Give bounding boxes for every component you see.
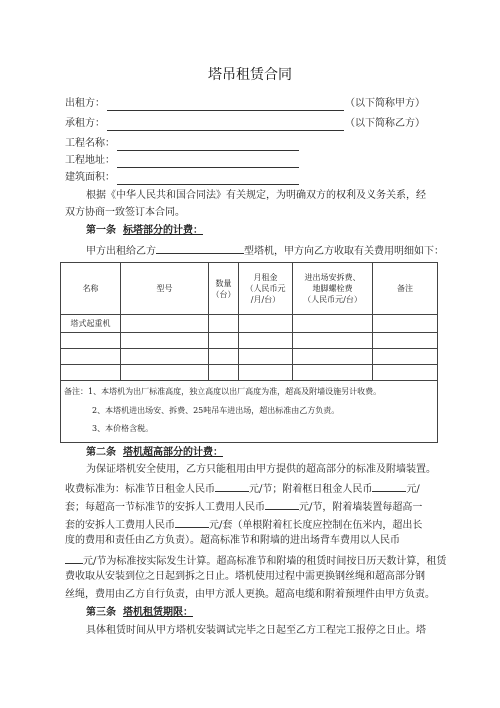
article-2-line-7: 费收取从安装到位之日起到拆之日止。塔机使用过程中需更换钢丝绳和超高部分钢	[65, 571, 425, 582]
section-daily-rent-blank[interactable]	[215, 480, 249, 492]
transport-fee-blank[interactable]	[65, 552, 83, 564]
table-cell[interactable]	[209, 315, 239, 333]
table-cell[interactable]	[373, 333, 438, 349]
lessee-suffix: （以下简称乙方）	[345, 118, 425, 129]
article-1-number: 第一条	[86, 225, 116, 236]
table-cell[interactable]	[61, 365, 121, 381]
building-area-label: 建筑面积：	[65, 172, 115, 183]
wall-install-fee-blank[interactable]	[175, 516, 209, 528]
lessor-blank[interactable]	[107, 110, 344, 111]
article-2-heading	[86, 446, 223, 460]
article-2-number: 第二条	[86, 447, 116, 458]
table-cell[interactable]	[293, 315, 373, 333]
document-title: 塔吊租赁合同	[208, 67, 292, 83]
article-1-heading	[86, 224, 203, 238]
table-cell[interactable]	[293, 365, 373, 381]
article-1-lead-b: 型塔机，甲方向乙方收取有关费用明细如下：	[244, 246, 444, 257]
table-row	[61, 333, 438, 349]
lessor-suffix: （以下简称甲方）	[345, 98, 425, 109]
building-area-blank[interactable]	[117, 184, 299, 185]
intro-line-1: 根据《中华人民共和国合同法》有关规定，为明确双方的权利及义务关系，经	[86, 190, 426, 201]
header-install-fee: 进出场安拆费、 地脚螺栓费 （人民币元/台）	[293, 263, 373, 315]
article-2-line-3: 套；每超高一节标准节的安拆人工费用人民币 元/节，附着墙装置每超高一	[65, 498, 422, 515]
article-3-title: 塔机租赁期限：	[122, 607, 193, 618]
tower-model-blank[interactable]	[156, 242, 244, 254]
lessor-label: 出租方：	[65, 98, 105, 109]
table-cell[interactable]	[239, 365, 293, 381]
table-cell[interactable]	[373, 315, 438, 333]
section-install-fee-blank[interactable]	[265, 498, 299, 510]
article-2-line-1: 为保证塔机安全使用，乙方只能租用由甲方提供的超高部分的标准及附墙装置。	[86, 464, 436, 475]
table-note-1: 备注：1、本塔机为出厂标准高度，独立高度以出厂高度为准，超高及附墙设施另计收费。	[64, 387, 382, 396]
table-cell[interactable]	[239, 315, 293, 333]
header-remarks: 备注	[373, 263, 438, 315]
table-row	[61, 365, 438, 381]
article-2-line-2: 收费标准为：标准节日租金人民币 元/节；附着框日租金人民币 元/	[65, 480, 420, 497]
table-cell[interactable]	[373, 349, 438, 365]
table-row	[61, 349, 438, 365]
intro-line-2: 双方协商一致签订本合同。	[65, 207, 185, 218]
article-1-lead-a: 甲方出租给乙方	[86, 246, 156, 257]
frame-daily-rent-blank[interactable]	[372, 480, 406, 492]
table-cell[interactable]	[61, 333, 121, 349]
project-name-blank[interactable]	[117, 150, 299, 151]
table-header-row	[61, 263, 438, 315]
project-address-blank[interactable]	[117, 167, 299, 168]
article-2-line-6: 元/节为标准按实际发生计算。超高标准节和附墙的租赁时间按日历天数计算，租赁	[65, 552, 446, 569]
article-3-number: 第三条	[86, 607, 116, 618]
table-cell[interactable]	[121, 333, 209, 349]
lessee-label: 承租方：	[65, 118, 105, 129]
table-cell[interactable]	[121, 365, 209, 381]
table-note-3: 3、本价格含税。	[92, 424, 154, 433]
header-model: 型号	[121, 263, 209, 315]
table-cell[interactable]	[209, 365, 239, 381]
article-2-title: 塔机超高部分的计费：	[122, 447, 223, 458]
table-cell[interactable]	[293, 349, 373, 365]
table-cell: 塔式起重机	[61, 315, 121, 333]
project-name-label: 工程名称：	[65, 138, 115, 149]
header-monthly-rent: 月租金 （人民币元 /月/台）	[239, 263, 293, 315]
header-quantity: 数量 （台）	[209, 263, 239, 315]
table-cell[interactable]	[373, 365, 438, 381]
lessee-blank[interactable]	[107, 130, 344, 131]
article-3-heading	[86, 606, 193, 620]
article-3-line-1: 具体租赁时间从甲方塔机安装调试完毕之日起至乙方工程完工报停之日止。塔	[86, 625, 426, 636]
article-2-line-4: 套的安拆人工费用人民币 元/套（单根附着杠长度应控制在伍米内，超出长	[65, 516, 422, 533]
table-cell[interactable]	[121, 315, 209, 333]
table-cell[interactable]	[293, 333, 373, 349]
article-2-line-8: 丝绳，费用由乙方自行负责，由甲方派人更换。超高电缆和附着预埋件由甲方负责。	[65, 589, 435, 600]
table-cell[interactable]	[209, 349, 239, 365]
header-name: 名称	[61, 263, 121, 315]
article-1-lead	[86, 242, 444, 259]
table-cell[interactable]	[239, 333, 293, 349]
table-cell[interactable]	[209, 333, 239, 349]
table-row	[61, 315, 438, 333]
table-note-2: 2、本塔机进出场安、拆费、25吨吊车进出场，超出标准由乙方负责。	[92, 406, 340, 415]
article-2-line-5: 度的费用和责任由乙方负责）。超高标准节和附墙的进出场背车费用以人民币	[65, 535, 400, 546]
table-cell[interactable]	[121, 349, 209, 365]
table-cell[interactable]	[239, 349, 293, 365]
article-1-title: 标塔部分的计费：	[122, 225, 203, 236]
table-cell[interactable]	[61, 349, 121, 365]
project-address-label: 工程地址：	[65, 155, 115, 166]
